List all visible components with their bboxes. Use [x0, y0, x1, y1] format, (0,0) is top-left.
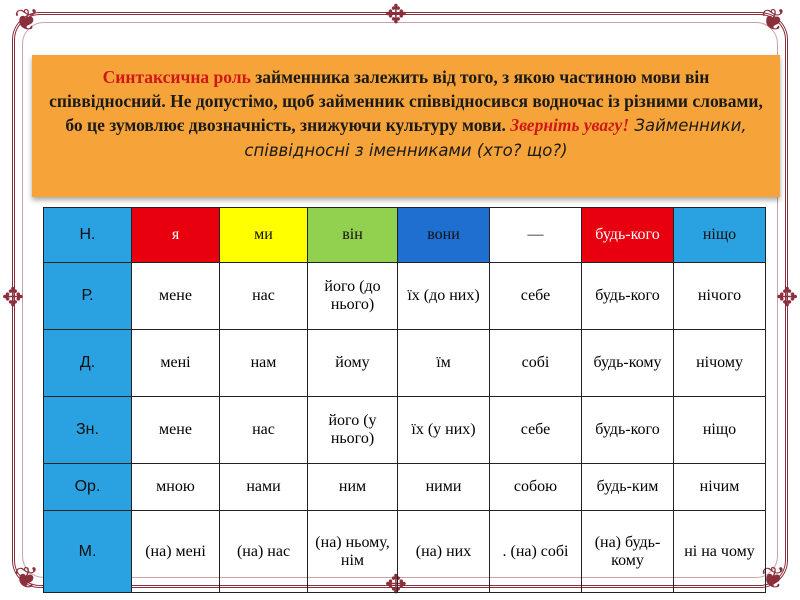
- table-cell: себе: [490, 263, 582, 330]
- ornament-bottom-middle: ✥: [385, 570, 407, 599]
- ornament-bottom-left: ❦: [14, 562, 40, 595]
- table-row: [44, 330, 766, 397]
- table-cell: його (у нього): [308, 397, 398, 464]
- table-cell: ніщо: [674, 208, 766, 263]
- table-row: [44, 263, 766, 330]
- table-cell: будь-кого: [582, 208, 674, 263]
- table-cell: —: [490, 208, 582, 263]
- case-label: Зн.: [44, 397, 132, 464]
- table-cell: нічому: [674, 330, 766, 397]
- table-cell: . (на) собі: [490, 511, 582, 593]
- table-cell: собі: [490, 330, 582, 397]
- table-row: [44, 397, 766, 464]
- ornament-top-right: ❦: [760, 4, 786, 37]
- note-text: займенника залежить від того, з якою частиною мови він співвідносний. Не допустімо, щоб займенник співвідносився водночас із різними словами, бо це зумовлює двозначність, знижуючи культуру мови.: [49, 67, 763, 135]
- table-cell: мене: [132, 397, 220, 464]
- table-cell: собою: [490, 464, 582, 511]
- table-cell: їм: [398, 330, 490, 397]
- table-cell: нічого: [674, 263, 766, 330]
- ornament-middle-right: ✥: [776, 283, 798, 312]
- table-cell: нами: [220, 464, 308, 511]
- table-cell: нас: [220, 263, 308, 330]
- table-cell: мною: [132, 464, 220, 511]
- table-cell: мене: [132, 263, 220, 330]
- table-cell: їх (у них): [398, 397, 490, 464]
- table-cell: ними: [398, 464, 490, 511]
- table-cell: себе: [490, 397, 582, 464]
- case-label: Н.: [44, 208, 132, 263]
- table-cell: ми: [220, 208, 308, 263]
- table-row: [44, 511, 766, 593]
- table-cell: будь-кого: [582, 397, 674, 464]
- table-cell: (на) мені: [132, 511, 220, 593]
- table-row: [44, 464, 766, 511]
- note-italic-text: Займенники, співвідносні з іменниками (хто? що?): [244, 116, 747, 160]
- table-cell: мені: [132, 330, 220, 397]
- table-cell: будь-ким: [582, 464, 674, 511]
- table-cell: будь-кого: [582, 263, 674, 330]
- table-cell: йому: [308, 330, 398, 397]
- table-cell: ним: [308, 464, 398, 511]
- table-cell: його (до нього): [308, 263, 398, 330]
- table-cell: ні на чому: [674, 511, 766, 593]
- info-note-box: [32, 55, 780, 197]
- table-cell: їх (до них): [398, 263, 490, 330]
- case-label: М.: [44, 511, 132, 593]
- case-label: Ор.: [44, 464, 132, 511]
- note-highlight-term: Синтаксична роль: [102, 67, 251, 87]
- table-cell: він: [308, 208, 398, 263]
- table-cell: (на) них: [398, 511, 490, 593]
- table-cell: вони: [398, 208, 490, 263]
- table-cell: (на) будь-кому: [582, 511, 674, 593]
- table-cell: (на) ньому, нім: [308, 511, 398, 593]
- table-cell: нічим: [674, 464, 766, 511]
- table-row: [44, 208, 766, 263]
- ornament-top-middle: ✥: [385, 0, 407, 29]
- pronoun-declension-table: [43, 207, 766, 593]
- table-cell: нас: [220, 397, 308, 464]
- ornament-middle-left: ✥: [2, 283, 24, 312]
- case-label: Д.: [44, 330, 132, 397]
- table-cell: (на) нас: [220, 511, 308, 593]
- table-cell: нам: [220, 330, 308, 397]
- table-cell: ніщо: [674, 397, 766, 464]
- table-cell: я: [132, 208, 220, 263]
- ornament-top-left: ❦: [14, 4, 40, 37]
- note-attention: Зверніть увагу!: [510, 115, 630, 135]
- table-cell: будь-кому: [582, 330, 674, 397]
- case-label: Р.: [44, 263, 132, 330]
- ornament-bottom-right: ❦: [760, 562, 786, 595]
